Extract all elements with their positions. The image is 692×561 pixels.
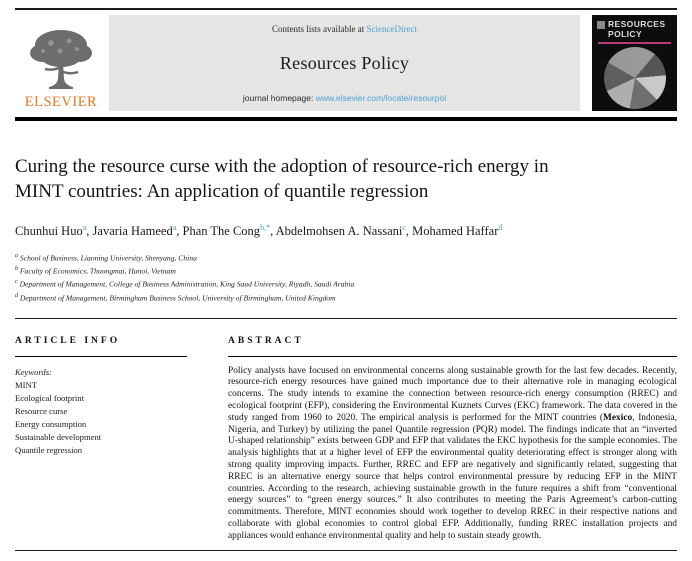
abstract-rule (228, 356, 677, 357)
cover-title-line2: POLICY (608, 28, 643, 39)
keyword: Resource curse (15, 405, 68, 416)
section-divider-rule (15, 318, 677, 319)
author-name: Javaria Hameed (92, 224, 173, 239)
affiliation (15, 251, 677, 264)
journal-header (15, 15, 677, 111)
author-superscript: c (402, 223, 406, 232)
affiliation-superscript: d (15, 292, 18, 299)
keywords-list (15, 379, 187, 457)
top-rule (15, 8, 677, 10)
journal-title: Resources Policy (279, 53, 410, 73)
author (276, 224, 413, 238)
author-separator: , (176, 224, 183, 239)
keyword: Energy consumption (15, 418, 87, 429)
keyword: MINT (15, 379, 37, 390)
cover-globe-image (604, 47, 666, 109)
author (93, 224, 183, 238)
affiliation (15, 291, 677, 304)
cover-title (608, 20, 665, 39)
cover-title-line1: RESOURCES (608, 19, 666, 29)
abstract-heading: ABSTRACT (228, 335, 304, 346)
affiliation-superscript: a (15, 253, 18, 260)
keyword: Ecological footprint (15, 392, 84, 403)
homepage-line (109, 93, 580, 103)
abstract-part2: , Indonesia, Nigeria, and Turkey) by utilizing the panel Quantile regression (PQR) model. The findings indicate that an “inverted U-shaped relationship” exists between GDP and EFP that validates the EKC hypothesis for the sample economies. The analysis highlights that at a higher level of EFP the environmental quality deteriorating effect is stronger along with strong quality improving impacts. Further, RREC and EFP are negatively and significantly related, suggesting that RREC is an alternative energy source that helps control environmental pressure by reducing EFP in the MINT countries. According to the research, achieving sustainable growth in the future requires a shift from “conventional energy sources” to “green energy sources.” It also contributes to meeting the Paris Agreement’s carbon-cutting commitments. Therefore, MINT economies should work together to develop RREC in their respective nations and collaborate with global economies to control global EFP. Additionally, funding RREC installation projects and appliances would enhance environmental quality and help to sustain steady growth. (228, 412, 677, 541)
author-separator: , (405, 224, 413, 239)
affiliations (15, 251, 677, 304)
affiliation-superscript: b (15, 266, 18, 273)
abstract-part1: Policy analysts have focused on environmental concerns along sustainable growth for the last few decades. Recently, resource-rich energy resources have gained much importance due to their alternative role in managing ecological concerns. The study intends to examine the connection between resource-rich energy consumption (RREC) and ecological footprint (EFP), considering the Environmental Kuznets Curves (EKC) framework. The data covered in the study ranged from 1960 to 2020. The empirical analysis is performed for the MINT countries ( (228, 365, 677, 423)
author-separator: , (270, 224, 276, 239)
authors-line (15, 219, 507, 240)
author-name: Chunhui Huo (15, 224, 83, 239)
author-superscript: a (172, 223, 177, 232)
author (15, 224, 93, 238)
author-name: Mohamed Haffar (412, 224, 499, 239)
elsevier-wordmark: ELSEVIER (24, 94, 98, 110)
elsevier-tree-icon (25, 27, 97, 93)
article-info-heading: ARTICLE INFO (15, 335, 121, 346)
affiliation-superscript: c (15, 279, 18, 286)
journal-cover-thumbnail (592, 15, 677, 111)
author-name: Phan The Cong (182, 224, 261, 239)
journal-banner (109, 15, 580, 111)
affiliation (15, 264, 677, 277)
author-superscript: a (82, 223, 87, 232)
abstract-bold-term: Mexico (603, 412, 633, 423)
keyword: Sustainable development (15, 431, 102, 442)
cover-subtitle-rule (598, 42, 671, 44)
author-superscript: b,* (260, 223, 271, 232)
affiliation-text: Department of Management, Birmingham Business School, University of Birmingham, United Kingdom (19, 293, 336, 303)
contents-line (109, 24, 580, 34)
article-title-line2: MINT countries: An application of quantile regression (15, 181, 429, 202)
author-name: Abdelmohsen A. Nassani (275, 224, 403, 239)
homepage-link[interactable]: www.elsevier.com/locate/resourpol (315, 93, 447, 103)
sciencedirect-link[interactable]: ScienceDirect (366, 24, 417, 34)
author-superscript: d (498, 223, 503, 232)
keyword: Quantile regression (15, 444, 83, 455)
affiliation-text: Department of Management, College of Business Administration, King Saud University, Riyadh, Saudi Arabia (19, 279, 355, 289)
author (412, 224, 502, 238)
abstract-paragraph (228, 366, 677, 543)
author (183, 224, 276, 238)
affiliation-text: Faculty of Economics, Thuongmai, Hanoi, Vietnam (19, 266, 176, 276)
elsevier-logo (15, 15, 107, 111)
affiliation (15, 277, 677, 290)
bottom-rule (15, 550, 677, 551)
author-separator: , (86, 224, 93, 239)
article-title (15, 154, 677, 204)
abstract-column (228, 336, 677, 543)
paper-page (0, 8, 692, 551)
cover-logo-icon (597, 21, 605, 29)
keywords-label: Keywords: (15, 366, 52, 377)
homepage-prefix: journal homepage: (242, 93, 316, 103)
article-title-line1: Curing the resource curse with the adoption of resource-rich energy in (15, 156, 549, 177)
article-info-rule (15, 356, 187, 357)
header-rule (15, 117, 677, 121)
contents-prefix: Contents lists available at (272, 24, 367, 34)
affiliation-text: School of Business, Liaoning University, Shenyang, China (19, 253, 197, 263)
article-info-column (15, 336, 187, 543)
info-abstract-columns (15, 336, 677, 543)
